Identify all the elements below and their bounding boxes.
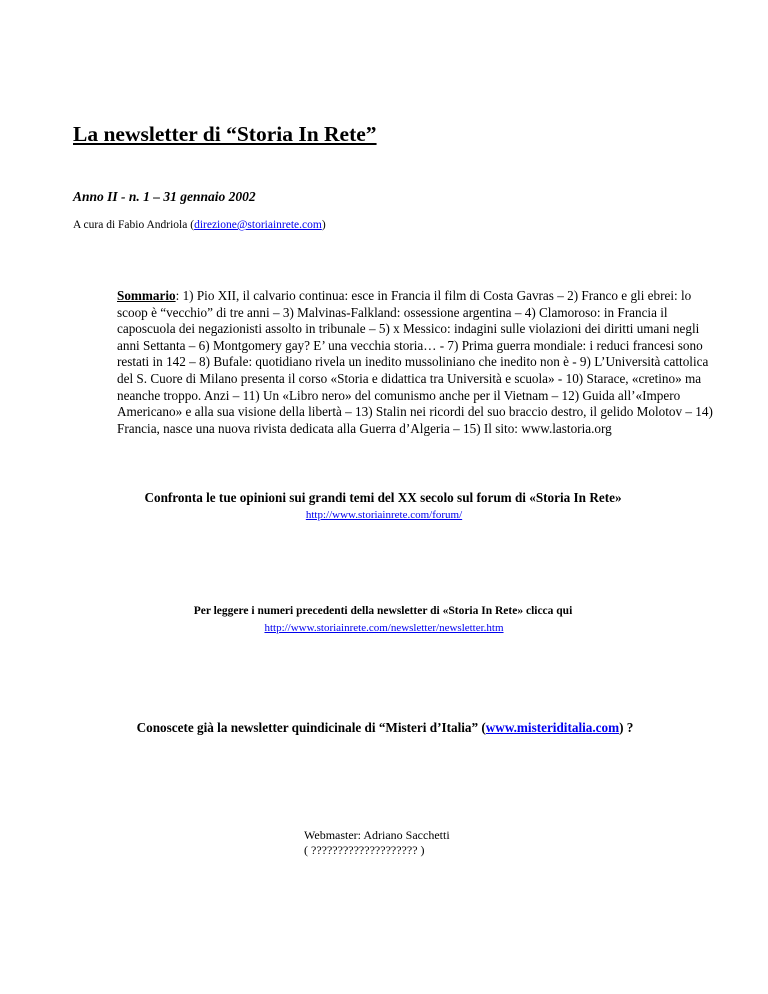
forum-heading: Confronta le tue opinioni sui grandi temi del XX secolo sul forum di «Storia In Rete» bbox=[144, 490, 622, 505]
summary-text: : 1) Pio XII, il calvario continua: esce in Francia il film di Costa Gavras – 2) Franco e gli ebrei: lo scoop è “vecchio” di tre anni – 3) Malvinas-Falkland: ossessione argentina – 4) Clamoroso: in Francia il caposcuola dei negazionisti assolto in tribunale – 5) x Messico: indagini sulle violazioni dei diritti umani negli anni Settanta – 6) Montgomery gay? E’ una vecchia storia… - 7) Prima guerra mondiale: i reduci francesi sono restati in 142 – 8) Bufale: quotidiano rivela un inedito mussoliniano che inedito non è - 9) L’Università cattolica del S. Cuore di Milano presenta il corso «Storia e didattica tra Università e scuola» - 10) Starace, «cretino» ma neanche troppo. Anzi – 11) Un «Libro nero» del comunismo anche per il Vietnam – 12) Guida all’«Impero Americano» e alla sua visione della libertà – 13) Stalin nei ricordi del suo braccio destro, il gelido Molotov – 14) Francia, nasce una nuova rivista dedicata alla Guerra d’Algeria – 15) Il sito: www.lastoria.org bbox=[117, 288, 713, 436]
issue-info: Anno II - n. 1 – 31 gennaio 2002 bbox=[73, 189, 256, 204]
curator-line bbox=[73, 219, 326, 231]
misteri-prefix: Conoscete già la newsletter quindicinale di “Misteri d’Italia” ( bbox=[136, 720, 486, 735]
webmaster-block bbox=[304, 828, 450, 858]
webmaster-contact: ( ???????????????????? ) bbox=[304, 843, 425, 857]
back-issues-link-row bbox=[0, 622, 768, 634]
back-issues-link[interactable]: http://www.storiainrete.com/newsletter/newsletter.htm bbox=[264, 622, 504, 634]
summary-paragraph bbox=[117, 288, 717, 437]
webmaster-name: Webmaster: Adriano Sacchetti bbox=[304, 828, 450, 842]
summary-label: Sommario bbox=[117, 288, 176, 303]
forum-link[interactable]: http://www.storiainrete.com/forum/ bbox=[305, 509, 463, 521]
back-issues-heading: Per leggere i numeri precedenti della newsletter di «Storia In Rete» clicca qui bbox=[193, 605, 573, 617]
curator-suffix: ) bbox=[321, 219, 326, 231]
forum-link-row bbox=[0, 509, 768, 521]
misteri-line bbox=[0, 720, 768, 736]
curator-prefix: A cura di Fabio Andriola ( bbox=[73, 219, 195, 231]
newsletter-title: La newsletter di “Storia In Rete” bbox=[73, 122, 377, 146]
editor-email-link[interactable]: direzione@storiainrete.com bbox=[194, 219, 322, 231]
misteri-link[interactable]: www.misteriditalia.com bbox=[485, 720, 620, 735]
misteri-suffix: ) ? bbox=[619, 720, 634, 735]
